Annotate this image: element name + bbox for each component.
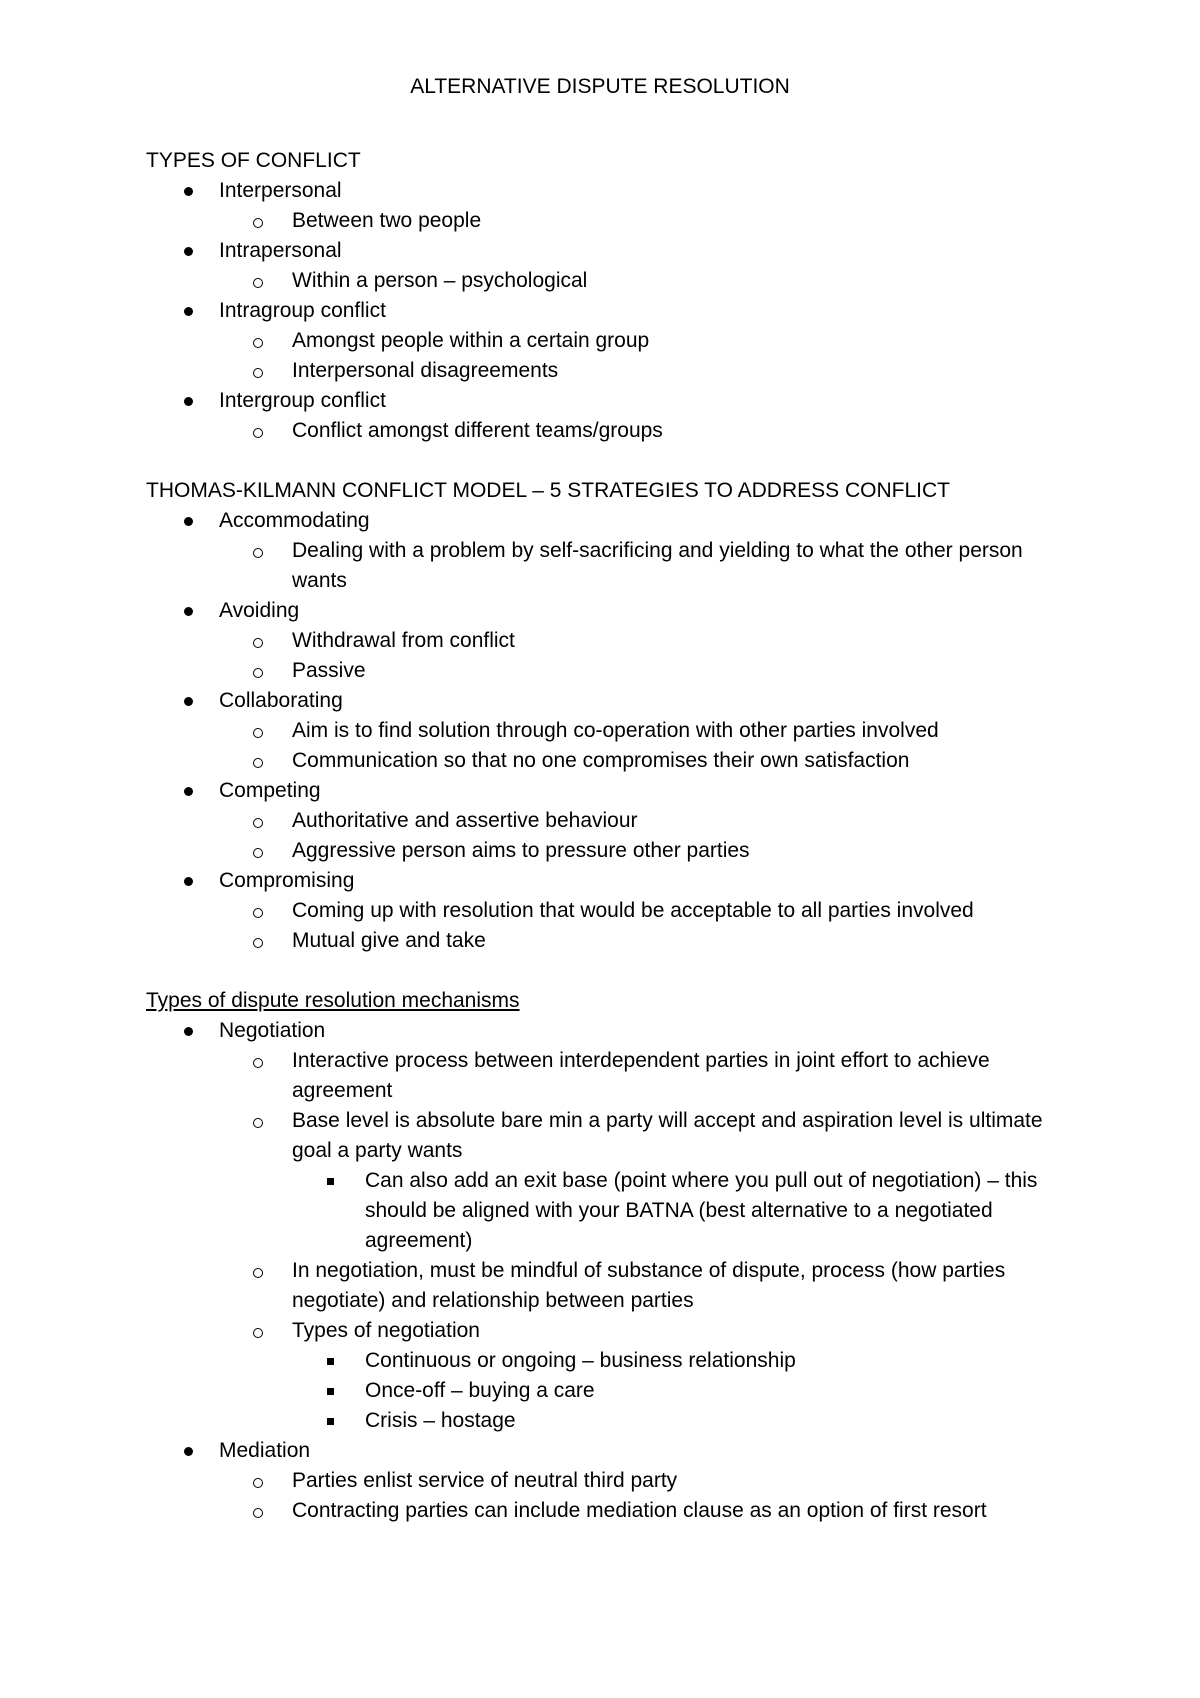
list-item: [219, 926, 1066, 956]
bullet-list-level-2: [219, 806, 1066, 866]
circle-bullet-icon: [253, 1508, 263, 1518]
disc-bullet-icon: [184, 877, 193, 886]
section-heading: TYPES OF CONFLICT: [146, 149, 361, 172]
list-item: [219, 626, 1066, 656]
list-item-text: Compromising: [219, 869, 355, 892]
list-item-text: Interpersonal: [219, 179, 342, 202]
list-item-text: Dealing with a problem by self-sacrificing and yielding to what the other person wants: [292, 539, 1023, 592]
bullet-list-level-2: [219, 326, 1066, 386]
circle-bullet-icon: [253, 1478, 263, 1488]
list-item-text: Competing: [219, 779, 321, 802]
disc-bullet-icon: [184, 517, 193, 526]
circle-bullet-icon: [253, 938, 263, 948]
list-item: [146, 506, 1066, 596]
list-item: [146, 686, 1066, 776]
disc-bullet-icon: [184, 247, 193, 256]
document-title: ALTERNATIVE DISPUTE RESOLUTION: [410, 75, 790, 98]
square-bullet-icon: [327, 1178, 334, 1185]
list-item: [146, 866, 1066, 956]
bullet-list-level-2: [219, 1046, 1066, 1436]
list-item-text: In negotiation, must be mindful of substance of dispute, process (how parties negotiate) and relationship between parties: [292, 1259, 1006, 1312]
bullet-list-level-2: [219, 536, 1066, 596]
disc-bullet-icon: [184, 1027, 193, 1036]
list-item: [146, 236, 1066, 296]
circle-bullet-icon: [253, 1328, 263, 1338]
list-item: [146, 386, 1066, 446]
list-item: [219, 1316, 1066, 1436]
list-item-text: Accommodating: [219, 509, 370, 532]
list-item: [146, 776, 1066, 866]
circle-bullet-icon: [253, 758, 263, 768]
list-item-text: Intragroup conflict: [219, 299, 386, 322]
list-item-text: Base level is absolute bare min a party will accept and aspiration level is ultimate goal a party wants: [292, 1109, 1043, 1162]
disc-bullet-icon: [184, 787, 193, 796]
list-item-text: Intrapersonal: [219, 239, 342, 262]
circle-bullet-icon: [253, 1058, 263, 1068]
list-item-text: Can also add an exit base (point where you pull out of negotiation) – this should be aligned with your BATNA (best alternative to a negotiated agreement): [365, 1169, 1038, 1252]
list-item: [219, 836, 1066, 866]
list-item-text: Mediation: [219, 1439, 311, 1462]
list-item: [219, 716, 1066, 746]
bullet-list-level-2: [219, 266, 1066, 296]
bullet-list-level-2: [219, 416, 1066, 446]
list-item-text: Contracting parties can include mediation clause as an option of first resort: [292, 1499, 987, 1522]
list-item: [219, 1496, 1066, 1526]
list-item: [146, 296, 1066, 386]
circle-bullet-icon: [253, 908, 263, 918]
disc-bullet-icon: [184, 1447, 193, 1456]
disc-bullet-icon: [184, 397, 193, 406]
list-item-text: Types of negotiation: [292, 1319, 480, 1342]
bullet-list-level-2: [219, 626, 1066, 686]
list-item-text: Negotiation: [219, 1019, 326, 1042]
square-bullet-icon: [327, 1388, 334, 1395]
list-item: [219, 806, 1066, 836]
circle-bullet-icon: [253, 1268, 263, 1278]
list-item: [146, 1016, 1066, 1436]
list-item: [292, 1166, 1066, 1256]
list-item: [219, 1466, 1066, 1496]
disc-bullet-icon: [184, 697, 193, 706]
circle-bullet-icon: [253, 1118, 263, 1128]
list-item-text: Amongst people within a certain group: [292, 329, 650, 352]
bullet-list-level-3: [292, 1166, 1066, 1256]
document-body: [146, 146, 1066, 1526]
list-item-text: Authoritative and assertive behaviour: [292, 809, 638, 832]
section-heading: Types of dispute resolution mechanisms: [146, 989, 520, 1012]
bullet-list-level-3: [292, 1346, 1066, 1436]
circle-bullet-icon: [253, 218, 263, 228]
bullet-list-level-2: [219, 896, 1066, 956]
list-item: [219, 326, 1066, 356]
section-spacer: [146, 956, 1066, 986]
list-item: [219, 656, 1066, 686]
list-item: [146, 596, 1066, 686]
disc-bullet-icon: [184, 607, 193, 616]
section-spacer: [146, 446, 1066, 476]
list-item: [219, 896, 1066, 926]
list-item-text: Coming up with resolution that would be acceptable to all parties involved: [292, 899, 974, 922]
list-item-text: Parties enlist service of neutral third party: [292, 1469, 678, 1492]
circle-bullet-icon: [253, 818, 263, 828]
list-item: [219, 1256, 1066, 1316]
list-item: [146, 176, 1066, 236]
bullet-list-level-1: [146, 506, 1066, 956]
list-item: [292, 1376, 1066, 1406]
circle-bullet-icon: [253, 668, 263, 678]
circle-bullet-icon: [253, 848, 263, 858]
list-item-text: Crisis – hostage: [365, 1409, 516, 1432]
circle-bullet-icon: [253, 278, 263, 288]
circle-bullet-icon: [253, 548, 263, 558]
square-bullet-icon: [327, 1418, 334, 1425]
circle-bullet-icon: [253, 338, 263, 348]
list-item-text: Intergroup conflict: [219, 389, 386, 412]
circle-bullet-icon: [253, 368, 263, 378]
list-item: [219, 416, 1066, 446]
list-item-text: Avoiding: [219, 599, 300, 622]
list-item-text: Conflict amongst different teams/groups: [292, 419, 663, 442]
bullet-list-level-2: [219, 1466, 1066, 1526]
list-item: [146, 1436, 1066, 1526]
circle-bullet-icon: [253, 728, 263, 738]
disc-bullet-icon: [184, 307, 193, 316]
list-item: [292, 1346, 1066, 1376]
list-item: [219, 1106, 1066, 1256]
bullet-list-level-2: [219, 716, 1066, 776]
disc-bullet-icon: [184, 187, 193, 196]
list-item: [292, 1406, 1066, 1436]
list-item-text: Interpersonal disagreements: [292, 359, 559, 382]
section-heading: THOMAS-KILMANN CONFLICT MODEL – 5 STRATEGIES TO ADDRESS CONFLICT: [146, 479, 950, 502]
list-item: [219, 536, 1066, 596]
list-item-text: Collaborating: [219, 689, 343, 712]
list-item: [219, 266, 1066, 296]
list-item: [219, 1046, 1066, 1106]
bullet-list-level-1: [146, 176, 1066, 446]
list-item-text: Aim is to find solution through co-operation with other parties involved: [292, 719, 939, 742]
list-item-text: Interactive process between interdependent parties in joint effort to achieve agreement: [292, 1049, 990, 1102]
list-item: [219, 356, 1066, 386]
list-item: [219, 206, 1066, 236]
list-item-text: Between two people: [292, 209, 482, 232]
circle-bullet-icon: [253, 638, 263, 648]
list-item-text: Withdrawal from conflict: [292, 629, 515, 652]
bullet-list-level-1: [146, 1016, 1066, 1526]
list-item-text: Once-off – buying a care: [365, 1379, 595, 1402]
list-item-text: Communication so that no one compromises their own satisfaction: [292, 749, 910, 772]
list-item-text: Mutual give and take: [292, 929, 486, 952]
square-bullet-icon: [327, 1358, 334, 1365]
list-item-text: Passive: [292, 659, 366, 682]
list-item-text: Within a person – psychological: [292, 269, 588, 292]
list-item: [219, 746, 1066, 776]
bullet-list-level-2: [219, 206, 1066, 236]
list-item-text: Aggressive person aims to pressure other parties: [292, 839, 750, 862]
circle-bullet-icon: [253, 428, 263, 438]
list-item-text: Continuous or ongoing – business relationship: [365, 1349, 796, 1372]
